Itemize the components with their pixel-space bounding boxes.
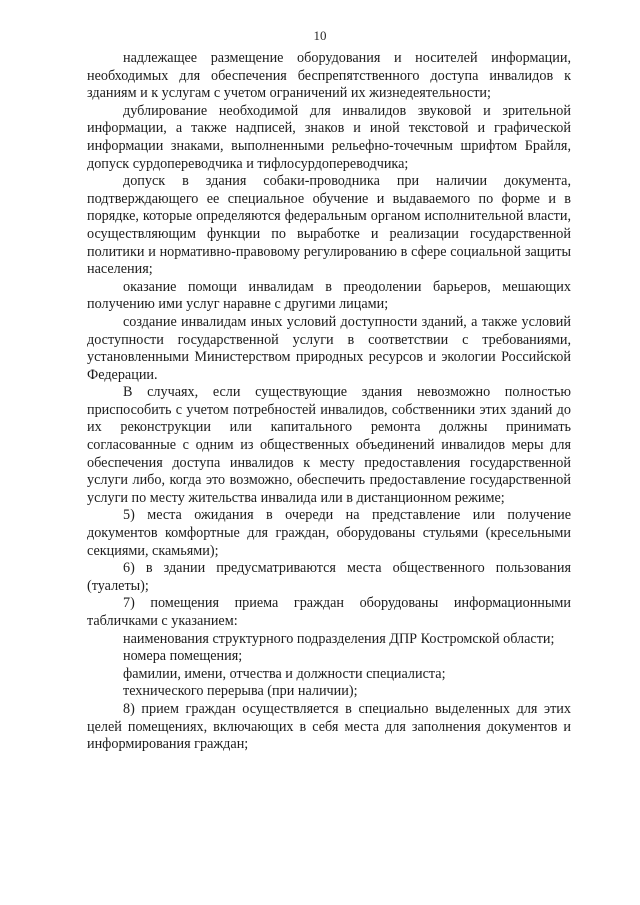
paragraph: номера помещения; [123, 648, 243, 665]
paragraph: 6) в здании предусматриваются места общественного пользования (туалеты); [87, 560, 571, 594]
paragraph: 5) места ожидания в очереди на представление или получение документов комфортные для граждан, оборудованы стульями (кресельными секциями, скамьями); [87, 507, 571, 559]
paragraph: В случаях, если существующие здания невозможно полностью приспособить с учетом потребностей инвалидов, собственники этих зданий до их реконструкции или капитального ремонта должны принимать согласованные с одним из общественных объединений инвалидов меры для обеспечения доступа инвалидов к месту предоставления государственной услуги либо, когда это возможно, обеспечить предоставление государственной услуги по месту жительства инвалида или в дистанционном режиме; [87, 384, 571, 506]
paragraph: наименования структурного подразделения ДПР Костромской области; [123, 630, 555, 647]
paragraph: надлежащее размещение оборудования и носителей информации, необходимых для обеспечения беспрепятственного доступа инвалидов к зданиям и к услугам с учетом ограничений их жизнедеятельности; [87, 50, 571, 102]
paragraph: фамилии, имени, отчества и должности специалиста; [123, 665, 446, 682]
paragraph: 8) прием граждан осуществляется в специально выделенных для этих целей помещениях, включающих в себя места для заполнения документов и информирования граждан; [87, 700, 571, 753]
page-number: 10 [313, 28, 327, 43]
paragraph: 7) помещения приема граждан оборудованы информационными табличками с указанием: [87, 595, 571, 629]
document-body [87, 50, 571, 754]
paragraph: допуск в здания собаки-проводника при наличии документа, подтверждающего ее специальное обучение и выдаваемого по форме и в порядке, которые определяются федеральным органом исполнительной власти, осуществляющим функции по выработке и реализации государственной политики и нормативно-правовому регулированию в сфере социальной защиты населения; [87, 173, 571, 278]
paragraph: создание инвалидам иных условий доступности зданий, а также условий доступности государственной услуги в соответствии с требованиями, установленными Министерством природных ресурсов и экологии Российской Федерации. [87, 313, 571, 383]
paragraph: оказание помощи инвалидам в преодолении барьеров, мешающих получению ими услуг наравне с другими лицами; [87, 278, 571, 313]
paragraph: дублирование необходимой для инвалидов звуковой и зрительной информации, а также надписей, знаков и иной текстовой и графической информации знаками, выполненными рельефно-точечным шрифтом Брайля, допуск сурдопереводчика и тифлосурдопереводчика; [87, 102, 571, 172]
paragraph: технического перерыва (при наличии); [123, 683, 358, 700]
